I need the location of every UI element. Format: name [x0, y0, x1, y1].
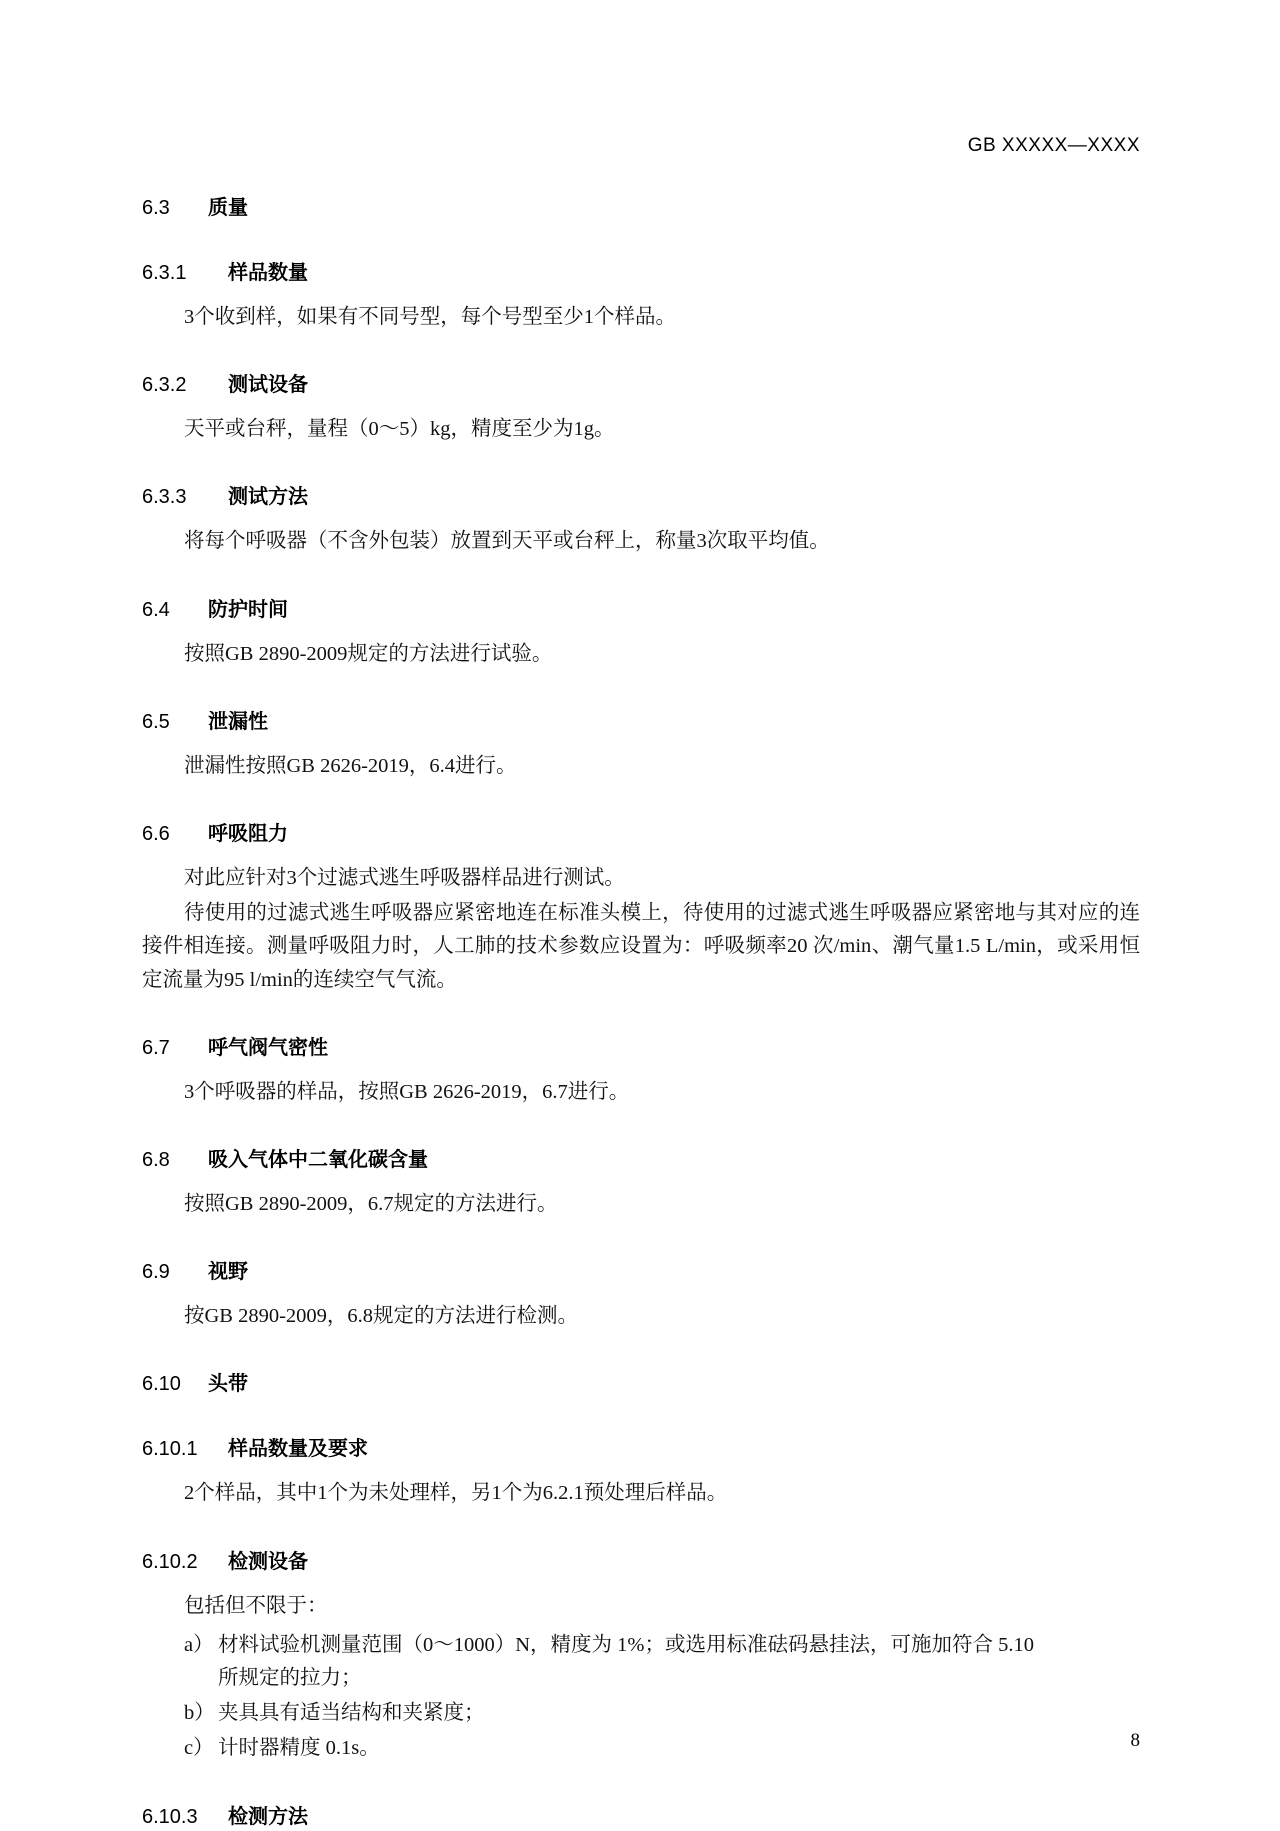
heading-6-8 [142, 1145, 1140, 1174]
paragraph-6-3-3: 将每个呼吸器（不含外包装）放置到天平或台秤上，称量3次取平均值。 [184, 530, 830, 553]
clause-number: 6.6 [142, 823, 170, 846]
standard-header: GB XXXXX—XXXX [967, 135, 1140, 156]
clause-title: 头带 [208, 1371, 248, 1396]
list-text-line1: 材料试验机测量范围（0～1000）N，精度为 1%；或选用标准砝码悬挂法，可施加符合 5.10 [218, 1633, 1035, 1656]
clause-number: 6.3.3 [142, 486, 187, 509]
clause-title: 测试设备 [228, 372, 308, 397]
paragraph-6-10-1: 2个样品，其中1个为未处理样，另1个为6.2.1预处理后样品。 [184, 1482, 728, 1505]
clause-title: 防护时间 [208, 596, 288, 621]
heading-6-7 [142, 1033, 1140, 1062]
heading-6-6 [142, 819, 1140, 848]
clause-title: 样品数量 [228, 260, 308, 284]
equipment-list [142, 1629, 1140, 1766]
list-text [218, 1629, 1140, 1695]
paragraph-6-4: 按照GB 2890-2009规定的方法进行试验。 [184, 642, 553, 665]
list-text: 计时器精度 0.1s。 [218, 1737, 380, 1760]
heading-6-3-3 [142, 482, 1140, 511]
heading-6-3-1 [142, 258, 1140, 287]
list-text: 夹具具有适当结构和夹紧度； [218, 1702, 485, 1725]
clause-title: 吸入气体中二氧化碳含量 [208, 1147, 428, 1172]
list-marker: a） [184, 1633, 214, 1656]
list-item [142, 1697, 1140, 1730]
paragraph-6-10-2: 包括但不限于： [184, 1594, 328, 1617]
clause-title: 测试方法 [228, 484, 308, 509]
paragraph-6-6-a: 对此应针对3个过滤式逃生呼吸器样品进行测试。 [184, 867, 625, 890]
clause-number: 6.7 [142, 1036, 170, 1059]
clause-number: 6.4 [142, 598, 170, 621]
list-item [142, 1629, 1140, 1695]
clause-number: 6.3.1 [142, 262, 187, 284]
list-marker: b） [184, 1702, 215, 1725]
heading-6-10-3 [142, 1802, 1140, 1831]
clause-number: 6.10 [142, 1373, 181, 1396]
heading-6-3-2 [142, 370, 1140, 399]
clause-number: 6.3 [142, 197, 170, 219]
heading-6-5 [142, 707, 1140, 736]
heading-6-10-2 [142, 1547, 1140, 1576]
clause-title: 检测设备 [228, 1548, 308, 1573]
paragraph-6-5: 泄漏性按照GB 2626-2019，6.4进行。 [184, 754, 517, 777]
paragraph-6-3-2: 天平或台秤，量程（0～5）kg，精度至少为1g。 [184, 418, 615, 441]
clause-title: 检测方法 [228, 1803, 308, 1828]
heading-6-10 [142, 1369, 1140, 1398]
heading-6-3 [142, 193, 1140, 222]
clause-number: 6.10.1 [142, 1438, 198, 1461]
list-marker: c） [184, 1737, 214, 1760]
clause-title: 样品数量及要求 [228, 1436, 368, 1461]
paragraph-6-9: 按GB 2890-2009，6.8规定的方法进行检测。 [184, 1305, 579, 1328]
heading-6-10-1 [142, 1434, 1140, 1463]
clause-title: 呼气阀气密性 [208, 1034, 328, 1059]
paragraph-6-3-1: 3个收到样，如果有不同号型，每个号型至少1个样品。 [184, 306, 676, 328]
page-content [142, 0, 1140, 1831]
clause-number: 6.5 [142, 710, 170, 733]
clause-title: 质量 [208, 195, 248, 219]
paragraph-6-6-b: 待使用的过滤式逃生呼吸器应紧密地连在标准头模上，待使用的过滤式逃生呼吸器应紧密地与其对应的连接件相连接。测量呼吸阻力时，人工肺的技术参数应设置为：呼吸频率20 次/min、潮气量1.5 L/min，或采用恒定流量为95 l/min的连续空气气流。 [142, 902, 1140, 991]
paragraph-6-8: 按照GB 2890-2009，6.7规定的方法进行。 [184, 1193, 558, 1216]
clause-title: 呼吸阻力 [208, 821, 288, 846]
paragraph-6-7: 3个呼吸器的样品，按照GB 2626-2019，6.7进行。 [184, 1080, 630, 1103]
clause-title: 视野 [208, 1259, 248, 1284]
clause-number: 6.10.3 [142, 1805, 198, 1828]
heading-6-4 [142, 595, 1140, 624]
clause-number: 6.10.2 [142, 1550, 198, 1573]
clause-number: 6.8 [142, 1149, 170, 1172]
page-number: 8 [1130, 1730, 1140, 1751]
heading-6-9 [142, 1257, 1140, 1286]
list-text-line2: 所规定的拉力； [218, 1667, 362, 1690]
list-item [142, 1732, 1140, 1765]
clause-number: 6.3.2 [142, 374, 187, 397]
clause-title: 泄漏性 [208, 708, 268, 733]
clause-number: 6.9 [142, 1261, 170, 1284]
